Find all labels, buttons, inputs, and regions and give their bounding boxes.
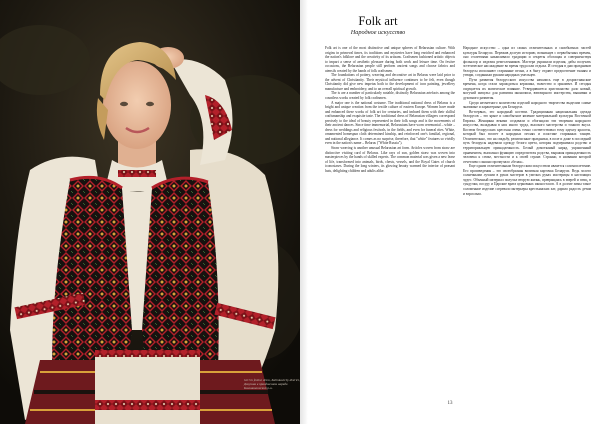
paragraph: Folk art is one of the most distinctive and unique spheres of Belarusian culture. With origins in primeval times, its traditions and mysteries have long enriched and enhanced the nation's folklore and the creativity of its artisans. Craftsmen fashioned artistic objects to impart a sense of aesthetic pleasure during both work and leisure time. On festive occasions, the Belarusian people still perform ancient songs and choose fabrics and utensils created by the hands of folk craftsmen.	[325, 46, 455, 73]
english-column	[325, 46, 455, 173]
paragraph: A major one is the national costume. The traditional national dress of Belarus is a bright and unique creation from the textile culture of eastern Europe. Women have made and enhanced these works of folk art for centuries, and imbued them with their skilful craftsmanship and exquisite taste. The traditional dress of Belarusian villagers correspond precisely to the ideal of beauty represented in their folk songs and is the movements of their ancient dances. Since time immemorial, Belarusians have worn ceremonial – white – dress for weddings and religious festivals, in the fields, and even for funeral rites. White, ornamented homespun cloth determined kinship, and reinforced one's familial, regional, and national allegiance. It comes as no surprise, therefore, that "white" features so vividly even in the nation's name – Belarus ("White Russia").	[325, 100, 455, 146]
caption-line: Калинковичский p-н.	[244, 386, 273, 391]
paragraph: Пути развития белорусского искусства начались еще в дохристианские времена, когда стали зарождаться керамика, ткачество и орнамент. И сегодня ощущается их магическое влияние. Утвердившееся христианство дало новый, могучий импульс для развития иконописи, ювелирного мастерства, вышивки и духовного развития.	[463, 77, 591, 101]
russian-column	[463, 46, 591, 196]
gutter-shade	[300, 0, 308, 424]
paragraph: Во-первых, это народный костюм. Традиционная национальная одежда белорусов – это яркое и самобытное явление материальной культуры Восточной Европы. Женщины веками создавали и обогащали эти творения народного искусства, вкладывая в них много труда, высокого мастерства и тонкого вкуса. Костюм белорусских крестьян очень точно соответствовал тому идеалу красоты, который был воспет в народных песнях и пластике старинных танцев. Отличительно, что на свадьбу, религиозные праздники, в поле и даже в последний путь белорусы надевали одежду белого цвета, которая подчеркивала родство и территориальную принадлежность. Белый домотканый наряд, украшенный орнаментом, выполнял функцию определителя родства, выражая принадлежность человека к семье, местности и к своей стране. Странно, в названии которой отчетливо слышно прозвучало «белая».	[463, 109, 591, 164]
photo-caption	[244, 378, 298, 390]
caption-line: Девушка в праздничном наряде.	[244, 382, 289, 387]
page-title: Folk art	[358, 14, 398, 28]
paragraph: Еще одним отличительным белорусским искусством является соломоплетение. Его произведения – это своеобразная визитная карточка Беларуси. Ведь золото солнечными лучами в руках мастеров в умелых руках мастерицы в настоящих чудес. Обычный материал получал вторую жизнь, превращаясь в зверей и птиц, в сундучки, посуду и Царские врата церковных иконостасов. А в долгие зимы такое соломенное изделие согревало интерьеры крестьянских хат, дарило радость детям и взрослым.	[463, 164, 591, 196]
text-page	[300, 0, 600, 424]
page-subtitle: Народное искусство	[350, 29, 406, 36]
paragraph: The is are a number of particularly notable, distinctly Belarusian artefacts among the countless works created by folk craftsmen.	[325, 91, 455, 101]
paragraph: Среди несметного количества изделий народного творчества выделим самые значимые и характерные для Беларуси.	[463, 100, 591, 110]
caption-line: Girl in festive dress, Kalinkavichy district,	[244, 378, 300, 382]
paragraph: The foundations of pottery, weaving and decorative art in Belarus were laid prior to the advent of Christianity. Their mystical influence continues to be felt, even though Christianity did give new impetus both to the development of icon painting, jewellery manufacture and embroidery, and to an overall spiritual growth.	[325, 73, 455, 91]
page-number: 13	[447, 401, 453, 406]
paragraph: Straw weaving is another unusual Belarusian art form. Articles woven from straw are distinctive visiting card of Belarus. Like rays of sun, golden straw was woven into masterpieces by the hands of skilled experts. The common material was given a new lease of life, transformed into animals, birds, chests, vessels, and the Royal Gates of church iconostases. During the long winters, its glowing beauty warmed the interior of peasant huts, delighting children and adults alike.	[325, 146, 455, 173]
paragraph: Народное искусство – одна из самых отличительных и самобытных частей культуры Беларуси. Пережив долгую историю, возникнув с первобытных времен, оно столетиями накапливало традиции и секреты обогащая и совершенствуя фольклор и изделия ремесленников. Мастера украшали изделия, дабы получать эстетическое наслаждение во время труда или отдыха. И сегодня в дни праздников белорусы исполняют старинные песни, а в быту отдают предпочтение тканям и утвари, созданным руками народных умельцев.	[463, 46, 591, 78]
